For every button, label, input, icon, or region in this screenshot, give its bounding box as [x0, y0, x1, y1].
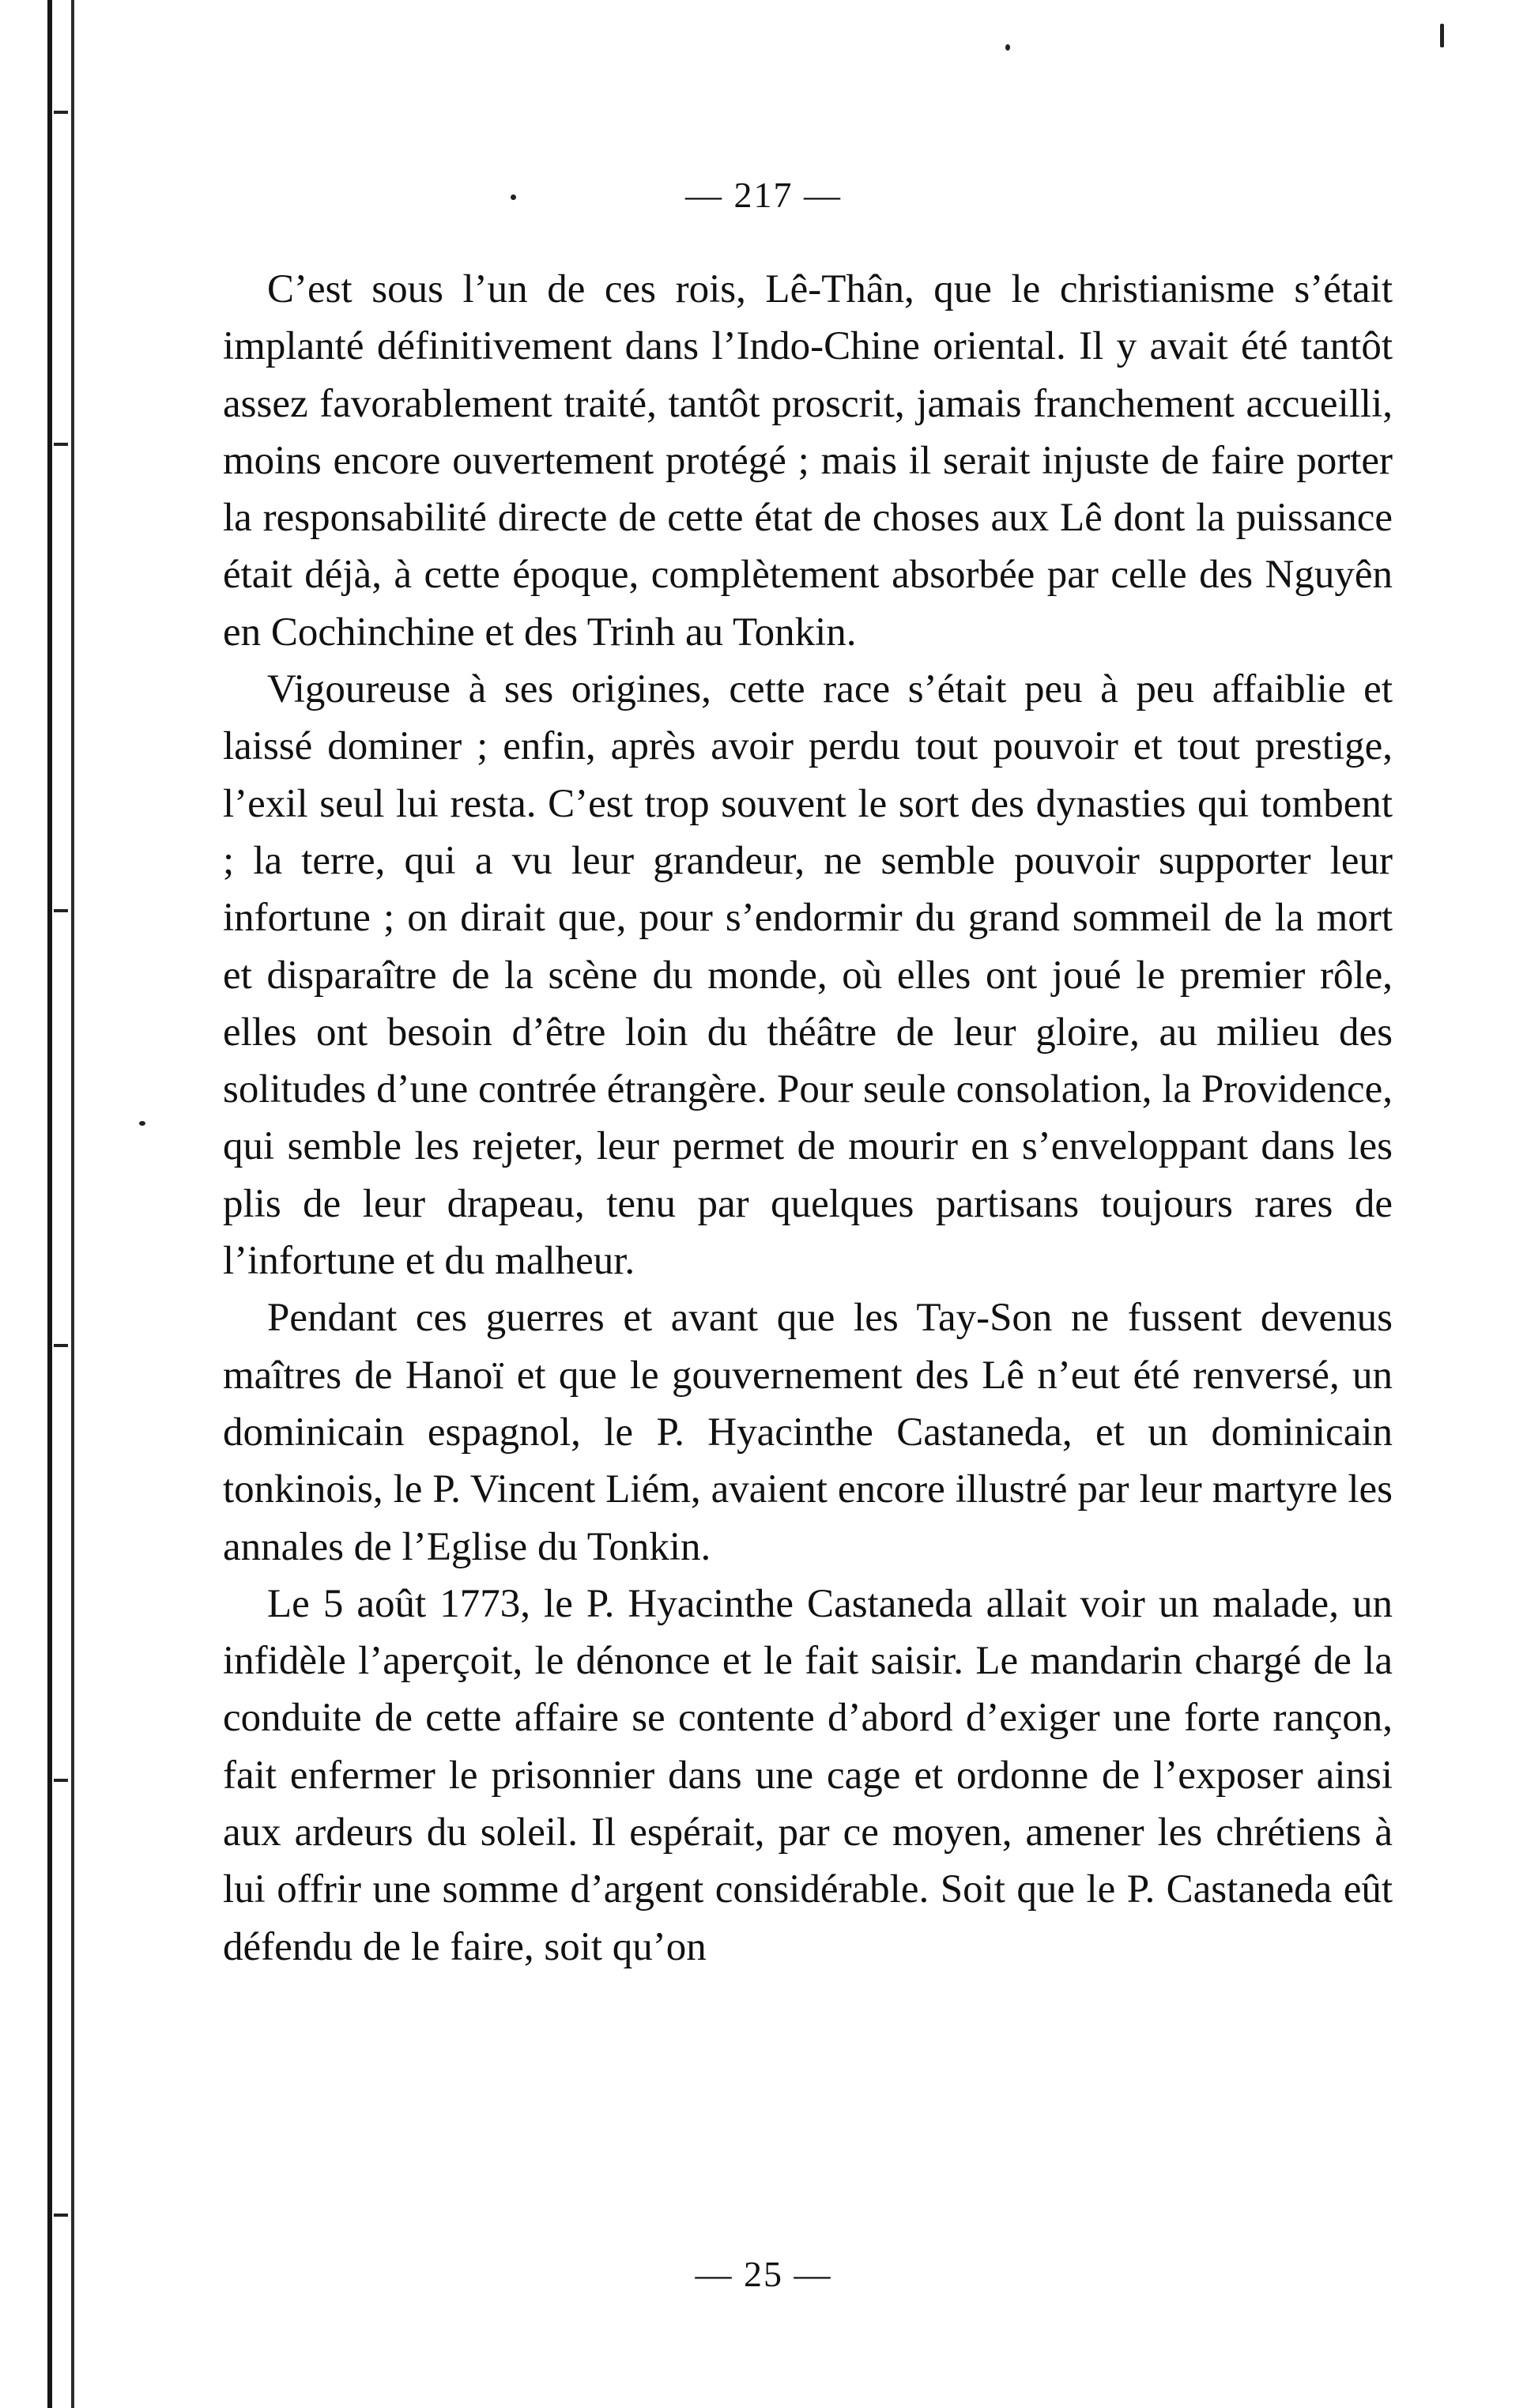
binding-speck	[54, 909, 68, 912]
binding-speck	[54, 111, 68, 114]
stray-ink-mark	[139, 1121, 145, 1126]
paragraph: Le 5 août 1773, le P. Hyacinthe Castaneda allait voir un malade, un infidèle l’aperçoit, le dénonce et le fait saisir. Le mandarin chargé de la conduite de cette affaire se contente d’abord d’exiger une forte rançon, fait enfermer le prisonnier dans une cage et ordonne de l’exposer ainsi aux ardeurs du soleil. Il espérait, par ce moyen, amener les chrétiens à lui offrir une somme d’argent considérable. Soit que le P. Castaneda eût défendu de le faire, soit qu’on	[223, 1581, 1393, 1969]
binding-rule	[71, 0, 74, 2408]
paragraph: C’est sous l’un de ces rois, Lê-Thân, que le christianisme s’était implanté définitivement dans l’Indo-Chine oriental. Il y avait été tantôt assez favorablement traité, tantôt proscrit, jamais franchement accueilli, moins encore ouvertement protégé ; mais il serait injuste de faire porter la responsabilité directe de cette état de choses aux Lê dont la puissance était déjà, à cette époque, complètement absorbée par celle des Nguyên en Cochinchine et des Trinh au Tonkin.	[223, 267, 1393, 655]
paragraph: Vigoureuse à ses origines, cette race s’était peu à peu affaiblie et laissé dominer ; enfin, après avoir perdu tout pouvoir et tout prestige, l’exil seul lui resta. C’est trop souvent le sort des dynasties qui tombent ; la terre, qui a vu leur grandeur, ne semble pouvoir supporter leur infortune ; on dirait que, pour s’endormir du grand sommeil de la mort et disparaître de la scène du monde, où elles ont joué le premier rôle, elles ont besoin d’être loin du théâtre de leur gloire, au milieu des solitudes d’une contrée étrangère. Pour seule consolation, la Providence, qui semble les rejeter, leur permet de mourir en s’enveloppant dans les plis de leur drapeau, tenu par quelques partisans toujours rares de l’infortune et du malheur.	[223, 667, 1393, 1284]
binding-speck	[54, 1779, 68, 1782]
page-number-bottom: — 25 —	[695, 2254, 832, 2294]
paragraph: Pendant ces guerres et avant que les Tay-Son ne fussent devenus maîtres de Hanoï et que le gouvernement des Lê n’eut été renversé, un dominicain espagnol, le P. Hyacinthe Castaneda, et un dominicain tonkinois, le P. Vincent Liém, avaient encore illustré par leur martyre les annales de l’Eglise du Tonkin.	[223, 1296, 1393, 1569]
stray-ink-mark	[1440, 24, 1444, 47]
stray-ink-mark	[1005, 44, 1010, 51]
page-binding-edge	[0, 0, 95, 2408]
binding-speck	[54, 443, 68, 446]
binding-speck	[54, 1344, 68, 1347]
binding-rule	[47, 0, 52, 2408]
page-number-top: — 217 —	[685, 175, 842, 215]
binding-speck	[54, 2214, 68, 2217]
body-text	[223, 261, 1393, 1976]
